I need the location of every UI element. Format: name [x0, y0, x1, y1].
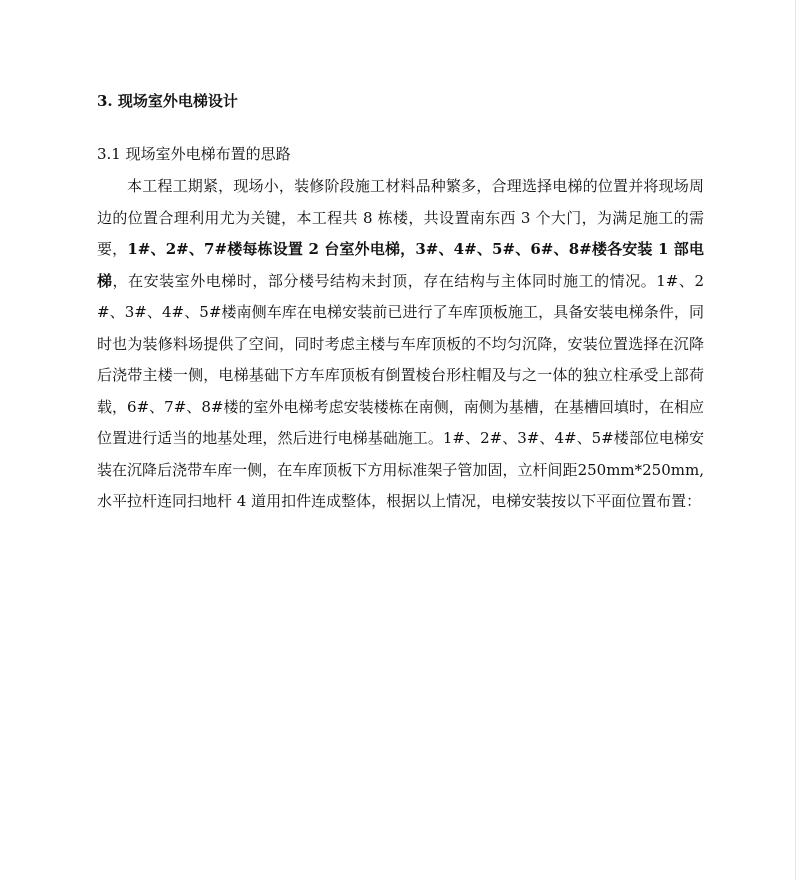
paragraph-bold-text: 1#、2#、7#楼每栋设置 2 台室外电梯，3#、4#、5#、6#、8#楼各安装 1 部电梯 — [97, 240, 704, 290]
subsection-heading: 3.1 现场室外电梯布置的思路 — [97, 145, 291, 163]
body-paragraph — [97, 171, 704, 518]
paragraph-text-part2: ，在安装室外电梯时，部分楼号结构未封顶，存在结构与主体同时施工的情况。1#、2#、3#、4#、5#楼南侧车库在电梯安装前已进行了车库顶板施工，具备安装电梯条件，同时也为装修料场提供了空间，同时考虑主楼与车库顶板的不均匀沉降，安装位置选择在沉降后浇带主楼一侧，电梯基础下方车库顶板有倒置棱台形柱帽及与之一体的独立柱承受上部荷载，6#、7#、8#楼的室外电梯考虑安装楼栋在南侧，南侧为基槽，在基槽回填时，在相应位置进行适当的地基处理，然后进行电梯基础施工。1#、2#、3#、4#、5#楼部位电梯安装在沉降后浇带车库一侧，在车库顶板下方用标准架子管加固，立杆间距250mm*250mm,水平拉杆连同扫地杆 4 道用扣件连成整体，根据以上情况，电梯安装按以下平面位置布置： — [97, 271, 704, 510]
section-heading: 3. 现场室外电梯设计 — [97, 92, 238, 110]
paragraph-text-part1: 本工程工期紧，现场小，装修阶段施工材料品种繁多，合理选择电梯的位置并将现场周边的位置合理利用尤为关键，本工程共 8 栋楼，共设置南东西 3 个大门，为满足施工的需要， — [97, 177, 704, 258]
